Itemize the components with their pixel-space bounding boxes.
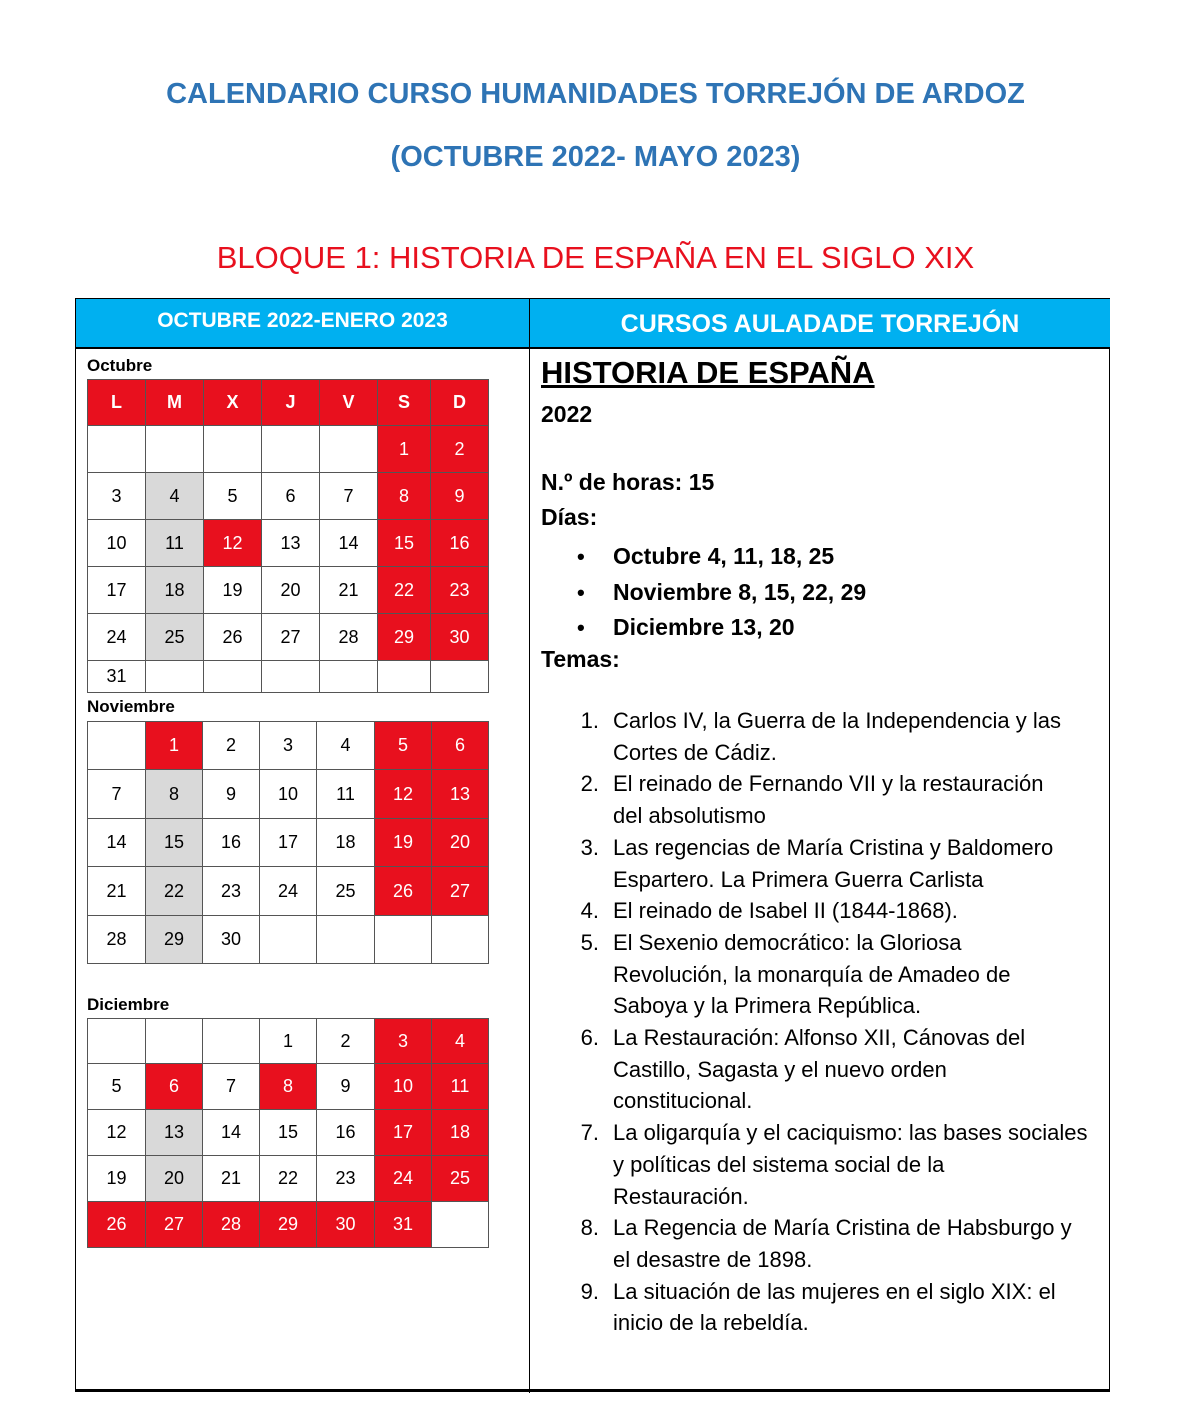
calendar-day: 4 (317, 722, 375, 770)
topic-text: La oligarquía y el caciquismo: las bases sociales (613, 1120, 1088, 1146)
calendar-day: 14 (320, 520, 378, 567)
calendar-day: 19 (204, 567, 262, 614)
calendar-day: 12 (375, 770, 432, 819)
calendar-empty-cell (262, 426, 320, 473)
calendar-day: 7 (320, 473, 378, 520)
topic-list-item (541, 832, 1121, 895)
calendar-week-row (88, 770, 489, 819)
day-list-item: • Diciembre 13, 20 (541, 610, 866, 646)
calendar-day: 25 (146, 614, 204, 661)
calendar-empty-cell (432, 916, 489, 964)
calendar-week-row (88, 1110, 489, 1156)
course-title: HISTORIA DE ESPAÑA (541, 355, 875, 390)
calendar-day: 27 (262, 614, 320, 661)
calendar-noviembre (87, 721, 489, 964)
calendar-day: 23 (317, 1156, 375, 1202)
day-list-item: • Octubre 4, 11, 18, 25 (541, 539, 866, 575)
calendar-day: 10 (375, 1064, 432, 1110)
calendar-day: 11 (146, 520, 204, 567)
weekday-header: L (88, 380, 146, 426)
topic-number: 3. (580, 834, 599, 860)
calendar-day: 29 (378, 614, 431, 661)
topic-text: Castillo, Sagasta y el nuevo orden (613, 1056, 947, 1082)
topic-text: Carlos IV, la Guerra de la Independencia y las (613, 708, 1062, 733)
bloque-heading: BLOQUE 1: HISTORIA DE ESPAÑA EN EL SIGLO XIX (216, 240, 975, 275)
topic-number: 5. (580, 929, 599, 955)
calendar-day: 18 (317, 819, 375, 867)
topic-number: 6. (580, 1025, 599, 1051)
calendar-day: 1 (378, 426, 431, 473)
calendar-day: 6 (146, 1064, 203, 1110)
weekday-header: D (431, 380, 489, 426)
calendar-day: 21 (320, 567, 378, 614)
calendar-empty-cell (432, 1202, 489, 1248)
month-label-octubre: Octubre (87, 356, 153, 375)
calendar-day: 27 (432, 867, 489, 916)
topic-list-item (541, 1212, 1121, 1275)
topics-list (541, 705, 1121, 1339)
calendar-day: 27 (146, 1202, 203, 1248)
calendar-day: 2 (203, 722, 260, 770)
calendar-day: 14 (88, 819, 146, 867)
calendar-day: 31 (88, 661, 146, 693)
calendar-day: 19 (88, 1156, 146, 1202)
calendar-day: 16 (431, 520, 489, 567)
calendar-day: 9 (203, 770, 260, 819)
calendar-week-row (88, 722, 489, 770)
calendar-day: 22 (146, 867, 203, 916)
calendar-day: 3 (260, 722, 317, 770)
calendar-empty-cell (204, 426, 262, 473)
calendar-empty-cell (204, 661, 262, 693)
topic-text: El reinado de Isabel II (1844-1868). (613, 898, 958, 924)
calendar-day: 1 (260, 1019, 317, 1064)
day-list-item: • Noviembre 8, 15, 22, 29 (541, 575, 866, 611)
calendar-day: 20 (432, 819, 489, 867)
calendar-day: 29 (260, 1202, 317, 1248)
calendar-day: 22 (378, 567, 431, 614)
calendar-empty-cell (88, 426, 146, 473)
calendar-empty-cell (375, 916, 432, 964)
calendar-week-row (88, 867, 489, 916)
topic-text: inicio de la rebeldía. (613, 1310, 809, 1336)
topic-text: Restauración. (613, 1183, 749, 1209)
calendar-day: 4 (146, 473, 204, 520)
calendar-day: 5 (204, 473, 262, 520)
topic-text: La situación de las mujeres en el siglo XIX: el (613, 1278, 1056, 1304)
calendar-day: 16 (203, 819, 260, 867)
calendar-day: 10 (88, 520, 146, 567)
calendar-day: 8 (146, 770, 203, 819)
calendar-day: 17 (260, 819, 317, 867)
topic-number: 4. (580, 898, 599, 924)
calendar-week-row (88, 916, 489, 964)
topic-list-item (541, 705, 1121, 768)
calendar-day: 5 (375, 722, 432, 770)
calendar-day: 28 (320, 614, 378, 661)
topic-number: 8. (580, 1215, 599, 1241)
calendar-column-header: OCTUBRE 2022-ENERO 2023 (76, 299, 529, 349)
calendar-day: 29 (146, 916, 203, 964)
calendar-day: 12 (88, 1110, 146, 1156)
calendar-day: 11 (432, 1064, 489, 1110)
calendar-day: 18 (146, 567, 204, 614)
topic-text: Revolución, la monarquía de Amadeo de (613, 961, 1011, 987)
calendar-day: 12 (204, 520, 262, 567)
calendar-day: 9 (317, 1064, 375, 1110)
topic-text: y políticas del sistema social de la (613, 1151, 945, 1177)
calendar-day: 30 (317, 1202, 375, 1248)
calendar-day: 26 (204, 614, 262, 661)
calendar-diciembre (87, 1018, 489, 1248)
topic-text: del absolutismo (613, 803, 766, 829)
topic-text: Espartero. La Primera Guerra Carlista (613, 866, 984, 892)
calendar-day: 21 (203, 1156, 260, 1202)
calendar-empty-cell (146, 661, 204, 693)
calendar-day: 16 (317, 1110, 375, 1156)
topic-text: el desastre de 1898. (613, 1246, 813, 1272)
topic-text: La Restauración: Alfonso XII, Cánovas del (613, 1025, 1026, 1051)
calendar-day: 11 (317, 770, 375, 819)
calendar-day: 28 (88, 916, 146, 964)
topic-text: Saboya y la Primera República. (613, 993, 922, 1019)
calendar-day: 19 (375, 819, 432, 867)
calendar-day: 24 (260, 867, 317, 916)
calendar-empty-cell (320, 661, 378, 693)
calendar-day: 25 (432, 1156, 489, 1202)
calendar-empty-cell (146, 426, 204, 473)
topic-number: 2. (580, 771, 599, 797)
page-title: CALENDARIO CURSO HUMANIDADES TORREJÓN DE ARDOZ (166, 78, 1025, 110)
month-label-diciembre: Diciembre (87, 995, 170, 1014)
days-list (541, 539, 866, 646)
month-label-noviembre: Noviembre (87, 697, 175, 716)
topic-text: El reinado de Fernando VII y la restauración (613, 771, 1044, 797)
topic-list-item (541, 1022, 1121, 1117)
calendar-day: 7 (203, 1064, 260, 1110)
calendar-empty-cell (88, 722, 146, 770)
topic-number: 9. (580, 1278, 599, 1304)
topic-list-item (541, 927, 1121, 1022)
calendar-empty-cell (146, 1019, 203, 1064)
calendar-day: 3 (88, 473, 146, 520)
calendar-day: 4 (432, 1019, 489, 1064)
calendar-day: 25 (317, 867, 375, 916)
main-table (75, 298, 1110, 1392)
calendar-day: 26 (88, 1202, 146, 1248)
calendar-day: 13 (432, 770, 489, 819)
calendar-day: 7 (88, 770, 146, 819)
calendar-day: 31 (375, 1202, 432, 1248)
calendar-week-row (88, 567, 489, 614)
calendar-day: 20 (262, 567, 320, 614)
calendar-day: 2 (317, 1019, 375, 1064)
calendar-day: 24 (375, 1156, 432, 1202)
calendar-week-row (88, 1019, 489, 1064)
calendar-week-row (88, 1202, 489, 1248)
page-subtitle: (OCTUBRE 2022- MAYO 2023) (390, 141, 801, 173)
calendar-day: 9 (431, 473, 489, 520)
topic-text: Cortes de Cádiz. (613, 739, 777, 765)
calendar-octubre (87, 379, 489, 693)
calendar-day: 23 (431, 567, 489, 614)
calendar-week-row (88, 426, 489, 473)
calendar-day: 13 (262, 520, 320, 567)
course-year: 2022 (541, 401, 593, 427)
calendar-day: 28 (203, 1202, 260, 1248)
calendar-day: 23 (203, 867, 260, 916)
calendar-day: 18 (432, 1110, 489, 1156)
calendar-day: 20 (146, 1156, 203, 1202)
topics-label: Temas: (541, 646, 620, 672)
calendar-empty-cell (262, 661, 320, 693)
days-label: Días: (541, 504, 598, 530)
calendar-week-row (88, 1156, 489, 1202)
calendar-week-row (88, 661, 489, 693)
calendar-day: 2 (431, 426, 489, 473)
calendar-empty-cell (320, 426, 378, 473)
calendar-day: 26 (375, 867, 432, 916)
calendar-week-row (88, 614, 489, 661)
courses-column-header: CURSOS AULADADE TORREJÓN (529, 299, 1110, 349)
topic-text: El Sexenio democrático: la Gloriosa (613, 929, 962, 955)
weekday-header: X (204, 380, 262, 426)
topic-text: constitucional. (613, 1088, 753, 1114)
weekday-header-row (88, 380, 489, 426)
column-divider (529, 349, 530, 1393)
calendar-day: 10 (260, 770, 317, 819)
calendar-week-row (88, 473, 489, 520)
calendar-day: 13 (146, 1110, 203, 1156)
calendar-day: 5 (88, 1064, 146, 1110)
calendar-day: 22 (260, 1156, 317, 1202)
topic-text: La Regencia de María Cristina de Habsburgo y (613, 1215, 1072, 1241)
weekday-header: M (146, 380, 204, 426)
topic-list-item (541, 768, 1121, 831)
calendar-empty-cell (431, 661, 489, 693)
calendar-empty-cell (260, 916, 317, 964)
calendar-week-row (88, 520, 489, 567)
calendar-empty-cell (203, 1019, 260, 1064)
calendar-empty-cell (88, 1019, 146, 1064)
topic-text: Las regencias de María Cristina y Baldomero (613, 834, 1054, 860)
calendar-day: 15 (260, 1110, 317, 1156)
calendar-empty-cell (378, 661, 431, 693)
calendar-day: 15 (146, 819, 203, 867)
calendar-day: 17 (375, 1110, 432, 1156)
calendar-day: 8 (378, 473, 431, 520)
topic-number: 7. (580, 1120, 599, 1146)
weekday-header: S (378, 380, 431, 426)
topic-number: 1. (580, 708, 599, 733)
calendar-day: 1 (146, 722, 203, 770)
calendar-day: 8 (260, 1064, 317, 1110)
topic-list-item (541, 895, 1121, 927)
calendar-day: 6 (432, 722, 489, 770)
weekday-header: J (262, 380, 320, 426)
topic-list-item (541, 1117, 1121, 1212)
calendar-week-row (88, 1064, 489, 1110)
calendar-day: 21 (88, 867, 146, 916)
calendar-empty-cell (317, 916, 375, 964)
weekday-header: V (320, 380, 378, 426)
course-hours: N.º de horas: 15 (541, 469, 715, 495)
calendar-day: 30 (203, 916, 260, 964)
calendar-day: 14 (203, 1110, 260, 1156)
calendar-day: 17 (88, 567, 146, 614)
calendar-day: 24 (88, 614, 146, 661)
calendar-week-row (88, 819, 489, 867)
calendar-day: 15 (378, 520, 431, 567)
topic-list-item (541, 1276, 1121, 1339)
calendar-day: 6 (262, 473, 320, 520)
calendar-day: 30 (431, 614, 489, 661)
calendar-day: 3 (375, 1019, 432, 1064)
